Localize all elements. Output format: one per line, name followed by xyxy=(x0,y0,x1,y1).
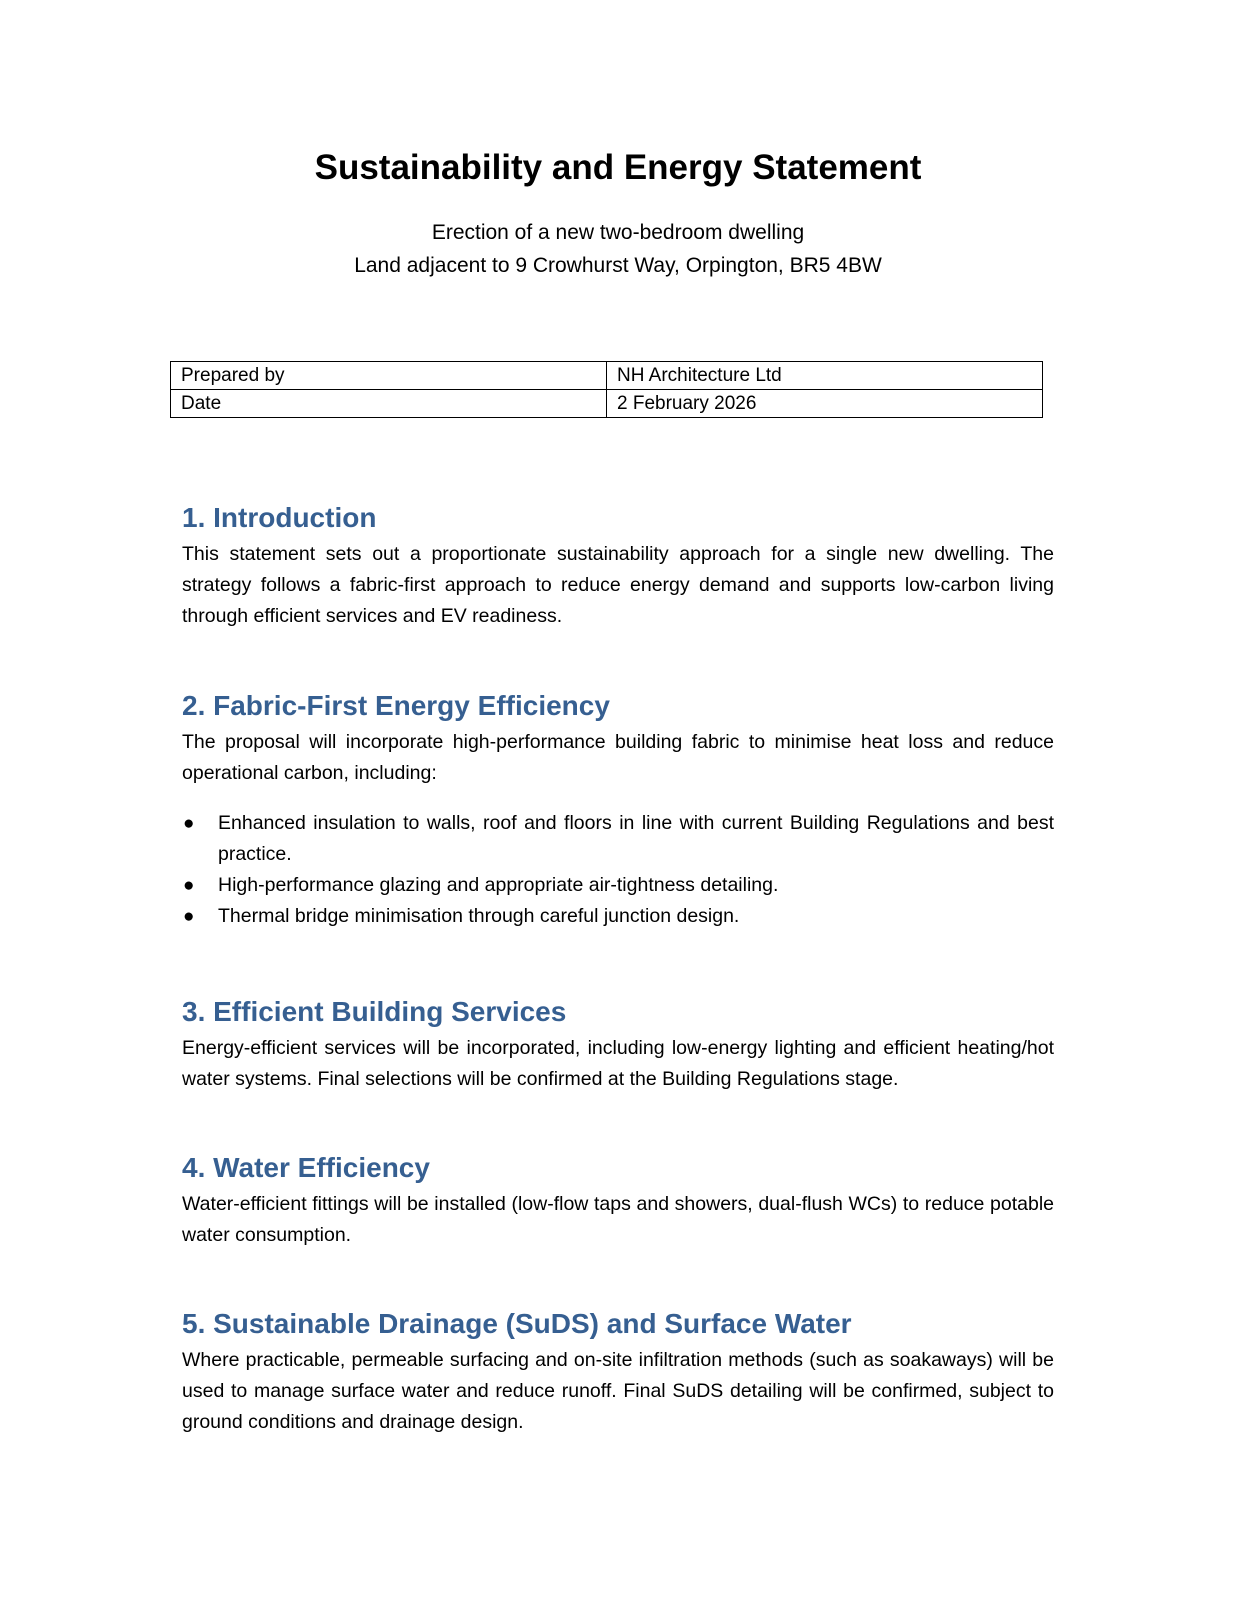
section-heading: 3. Efficient Building Services xyxy=(182,996,567,1027)
table-row xyxy=(171,362,1043,390)
section-fabric-first xyxy=(182,687,1054,932)
bullet-icon: ● xyxy=(183,813,195,834)
section-body: Where practicable, permeable surfacing and on-site infiltration methods (such as soakaways) will be used to manage surface water and reduce runoff. Final SuDS detailing will be confirmed, subject to ground conditions and drainage design. xyxy=(182,1349,1054,1433)
section-heading: 5. Sustainable Drainage (SuDS) and Surface Water xyxy=(182,1308,852,1339)
document-subtitle-address: Land adjacent to 9 Crowhurst Way, Orpington, BR5 4BW xyxy=(354,254,882,277)
section-building-services xyxy=(182,993,1054,1095)
list-item: ● Thermal bridge minimisation through careful junction design. xyxy=(182,901,1054,932)
section-body: This statement sets out a proportionate sustainability approach for a single new dwelling. The strategy follows a fabric-first approach to reduce energy demand and supports low-carbon living through efficient services and EV readiness. xyxy=(182,543,1054,627)
date-value: 2 February 2026 xyxy=(607,390,1043,418)
document-subtitle-project: Erection of a new two-bedroom dwelling xyxy=(431,221,805,244)
bullet-icon: ● xyxy=(183,906,195,927)
section-body: The proposal will incorporate high-performance building fabric to minimise heat loss and reduce operational carbon, including: xyxy=(182,731,1054,784)
section-suds xyxy=(182,1305,1054,1438)
table-row xyxy=(171,390,1043,418)
section-heading: 2. Fabric-First Energy Efficiency xyxy=(182,690,610,721)
prepared-by-label: Prepared by xyxy=(171,362,607,390)
date-label: Date xyxy=(171,390,607,418)
section-body: Water-efficient fittings will be installed (low-flow taps and showers, dual-flush WCs) to reduce potable water consumption. xyxy=(182,1193,1054,1246)
document-title: Sustainability and Energy Statement xyxy=(314,148,922,187)
section-heading: 1. Introduction xyxy=(182,502,377,533)
section-water-efficiency xyxy=(182,1149,1054,1251)
list-item: ● High-performance glazing and appropriate air-tightness detailing. xyxy=(182,870,1054,901)
document-info-table xyxy=(170,361,1043,418)
section-heading: 4. Water Efficiency xyxy=(182,1152,430,1183)
bullet-icon: ● xyxy=(183,875,195,896)
section-body: Energy-efficient services will be incorporated, including low-energy lighting and efficient heating/hot water systems. Final selections will be confirmed at the Building Regulations stage. xyxy=(182,1037,1054,1090)
bullet-list xyxy=(182,808,1054,932)
section-introduction xyxy=(182,499,1054,632)
prepared-by-value: NH Architecture Ltd xyxy=(607,362,1043,390)
list-item: ● Enhanced insulation to walls, roof and floors in line with current Building Regulations and best practice. xyxy=(182,808,1054,870)
